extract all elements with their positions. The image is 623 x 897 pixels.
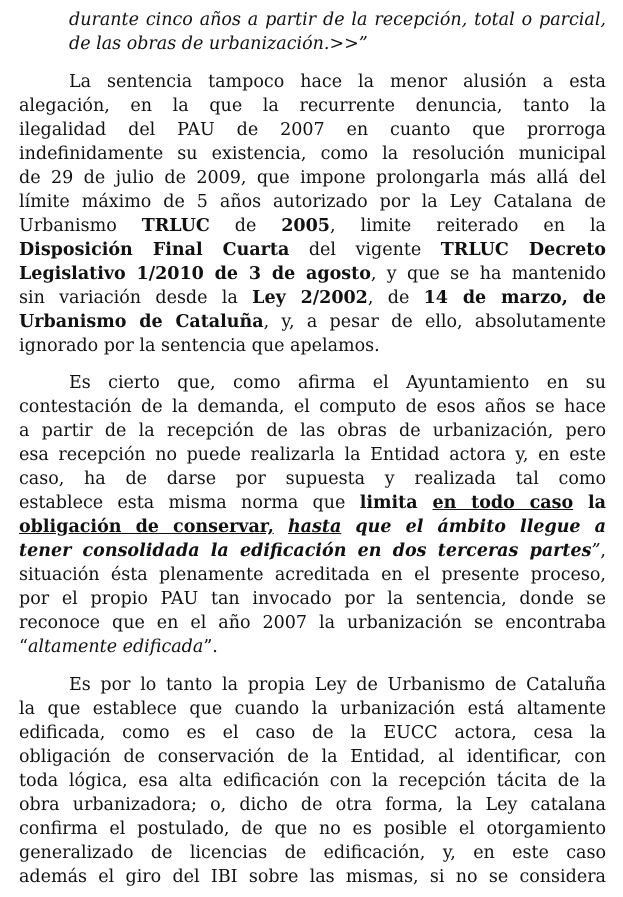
text-line	[19, 94, 606, 118]
text-segment: confirma el postulado, de que no es posible el otorgamiento	[19, 819, 606, 839]
text-line	[19, 817, 606, 841]
text-line	[69, 371, 606, 395]
text-line	[69, 70, 606, 94]
text-segment: , de	[367, 288, 424, 308]
text-segment: 14 de marzo, de	[423, 288, 607, 308]
text-segment: ignorado por la sentencia que apelamos.	[19, 336, 380, 356]
text-segment: reconoce que en el año 2007 la urbanización se encontraba	[19, 613, 606, 633]
text-segment: TRLUC Decreto	[440, 240, 606, 260]
text-segment: obra urbanizadora; o, dicho de otra forma, la Ley catalana	[19, 795, 606, 815]
text-line	[19, 587, 606, 611]
text-segment: límite máximo de 5 años autorizado por la Ley Catalana de	[19, 192, 606, 212]
text-line	[19, 515, 606, 539]
text-segment: edificada, como es el caso de la EUCC actora, cesa la	[19, 723, 606, 743]
text-segment: La sentencia tampoco hace la menor alusión a esta	[69, 72, 606, 92]
text-line	[19, 334, 606, 358]
text-line	[19, 793, 606, 817]
text-line	[19, 395, 606, 419]
text-segment: de las obras de urbanización.>>”	[69, 34, 368, 54]
text-segment: limita	[359, 493, 433, 513]
text-segment: de	[209, 216, 282, 236]
text-segment: , y, a pesar de ello, absolutamente	[263, 312, 606, 332]
text-segment: Es por lo tanto la propia Ley de Urbanismo de Cataluña	[69, 675, 606, 695]
text-segment: Disposición Final Cuarta	[19, 240, 290, 260]
text-segment: en todo caso	[432, 493, 574, 513]
text-segment: , limite reiterado en la	[329, 216, 606, 236]
text-line	[19, 539, 606, 563]
text-line	[19, 214, 606, 238]
text-segment: obligación de conservar,	[19, 517, 274, 537]
text-segment: durante cinco años a partir de la recepción, total o parcial,	[69, 10, 606, 30]
text-segment: sin variación desde la	[19, 288, 253, 308]
text-segment: tener consolidada la edificación en dos terceras partes	[19, 541, 592, 561]
text-segment: ”	[591, 541, 601, 561]
text-segment: ilegalidad del PAU de 2007 en cuanto que prorroga	[19, 120, 606, 140]
text-segment: de 29 de julio de 2009, que impone prolongarla más allá del	[19, 168, 606, 188]
text-line	[19, 238, 606, 262]
text-segment: del vigente	[289, 240, 441, 260]
text-segment: alegación, en la que la recurrente denuncia, tanto la	[19, 96, 606, 116]
text-segment: 2005	[281, 216, 330, 236]
text-segment: esa recepción no puede realizarla la Entidad actora y, en este	[19, 445, 606, 465]
text-line	[19, 611, 606, 635]
text-line	[19, 419, 606, 443]
text-line	[19, 865, 606, 889]
text-segment: , y que se ha mantenido	[370, 264, 606, 284]
text-line	[19, 491, 606, 515]
text-segment: la	[573, 493, 606, 513]
text-segment: Ley 2/2002	[252, 288, 368, 308]
text-segment: contestación de la demanda, el computo de esos años se hace	[19, 397, 606, 417]
text-line	[19, 443, 606, 467]
text-segment: obligación de conservación de la Entidad, al identificar, con	[19, 747, 606, 767]
text-line	[19, 841, 606, 865]
text-segment: generalizado de licencias de edificación, y, en este caso	[19, 843, 606, 863]
text-segment: ,	[600, 541, 606, 561]
text-line	[69, 32, 606, 56]
text-line	[19, 745, 606, 769]
text-line	[19, 769, 606, 793]
text-segment: Legislativo 1/2010 de 3 de agosto	[19, 264, 371, 284]
text-segment: caso, ha de darse por supuesta y realizada tal como	[19, 469, 606, 489]
text-segment: a partir de la recepción de las obras de urbanización, pero	[19, 421, 606, 441]
text-segment: indefinidamente su existencia, como la resolución municipal	[19, 144, 606, 164]
text-segment: altamente edificada	[27, 637, 204, 657]
text-segment: que el ámbito llegue a	[341, 517, 607, 537]
text-line	[69, 673, 606, 697]
text-segment	[274, 517, 288, 537]
text-line	[19, 467, 606, 491]
text-segment: establece esta misma norma que	[19, 493, 360, 513]
text-segment: hasta	[287, 517, 342, 537]
text-line	[19, 118, 606, 142]
text-line	[19, 190, 606, 214]
text-segment: la que establece que cuando la urbanización está altamente	[19, 699, 606, 719]
text-segment: Es cierto que, como afirma el Ayuntamiento en su	[69, 373, 606, 393]
text-segment: “	[19, 637, 28, 657]
text-line	[69, 8, 606, 32]
text-segment: toda lógica, esa alta edificación con la recepción tácita de la	[19, 771, 606, 791]
text-segment: Urbanismo	[19, 216, 142, 236]
text-segment: además el giro del IBI sobre las mismas, si no se considera	[19, 867, 606, 887]
text-line	[19, 310, 606, 334]
text-segment: por el propio PAU tan invocado por la sentencia, donde se	[19, 589, 606, 609]
text-segment: TRLUC	[141, 216, 210, 236]
text-line	[19, 721, 606, 745]
text-line	[19, 142, 606, 166]
text-line	[19, 166, 606, 190]
text-line	[19, 262, 606, 286]
text-segment: ”.	[203, 637, 218, 657]
text-segment: Urbanismo de Cataluña	[19, 312, 264, 332]
text-line	[19, 563, 606, 587]
text-line	[19, 286, 606, 310]
text-line	[19, 635, 606, 659]
text-segment: situación ésta plenamente acreditada en el presente proceso,	[19, 565, 606, 585]
text-line	[19, 697, 606, 721]
